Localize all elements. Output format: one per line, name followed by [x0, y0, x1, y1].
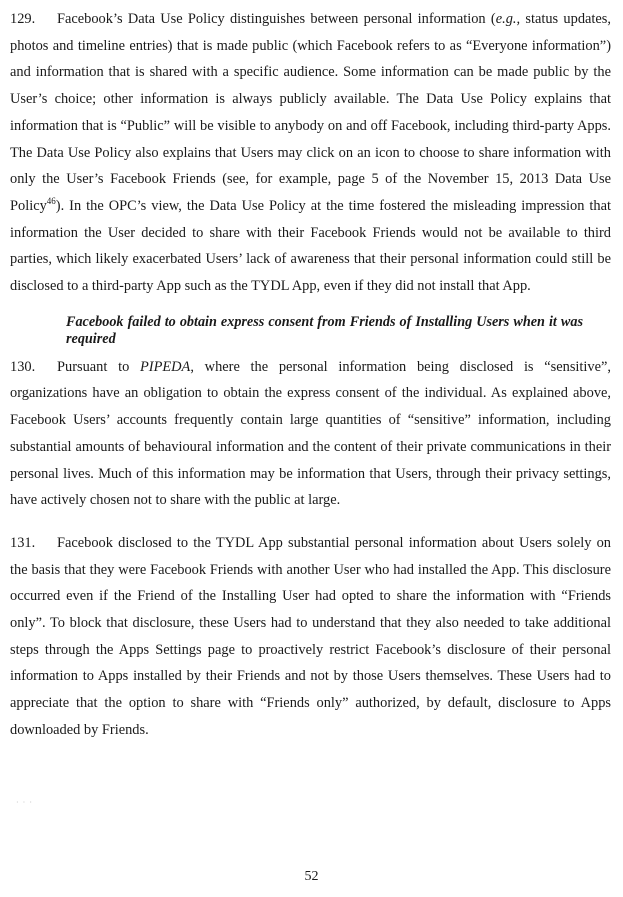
section-heading: Facebook failed to obtain express consent from Friends of Installing Users when it was required: [66, 313, 583, 347]
paragraph-130: 130. Pursuant to PIPEDA, where the personal information being disclosed is “sensitive”, organizations have an obligation to obtain the express consent of the individual. As explained above, Facebook Users’ accounts frequently contain large quantities of “sensitive” information, including substantial amounts of behavioural information and the content of their private communications in their personal lives. Much of this information may be information that Users, through their privacy settings, have actively chosen not to share with the public at large.: [10, 354, 611, 514]
paragraph-number: 129.: [10, 11, 36, 27]
paragraph-129: 129. Facebook’s Data Use Policy distinguishes between personal information (e.g., status updates, photos and timeline entries) that is made public (which Facebook refers to as “Everyone information”) and information that is shared with a specific audience. Some information can be made public by the User’s choice; other information is always publicly available. The Data Use Policy explains that information that is “Public” will be visible to anybody on and off Facebook, including third-party Apps. The Data Use Policy also explains that Users may click on an icon to choose to share information with only the User’s Facebook Friends (see, for example, page 5 of the November 15, 2013 Data Use Policy$^{46}$). In the OPC’s view, the Data Use Policy at the time fostered the misleading impression that information the User decided to share with their Facebook Friends would not be available to third parties, which likely exacerbated Users’ lack of awareness that their personal information could still be disclosed to a third-party App such as the TYDL App, even if they did not install that App.: [10, 6, 611, 300]
paragraph-131: 131. Facebook disclosed to the TYDL App substantial personal information about Users solely on the basis that they were Facebook Friends with another User who had installed the App. This disclosure occurred even if the Friend of the Installing User had opted to share the information with “Friends only”. To block that disclosure, these Users had to understand that they also needed to take additional steps through the Apps Settings page to proactively restrict Facebook’s disclosure of their personal information to Apps installed by their Friends and not by those Users themselves. These Users had to appreciate that the option to share with “Friends only” authorized, by default, disclosure to Apps downloaded by Friends.: [10, 530, 611, 744]
paragraph-number: 130.: [10, 358, 36, 375]
page-number: 52: [304, 869, 319, 884]
document-page: [10, 6, 611, 744]
paragraph-number: 131.: [10, 534, 36, 551]
scan-artifact: · · ·: [16, 798, 33, 807]
footnote-ref: 46: [46, 196, 56, 207]
